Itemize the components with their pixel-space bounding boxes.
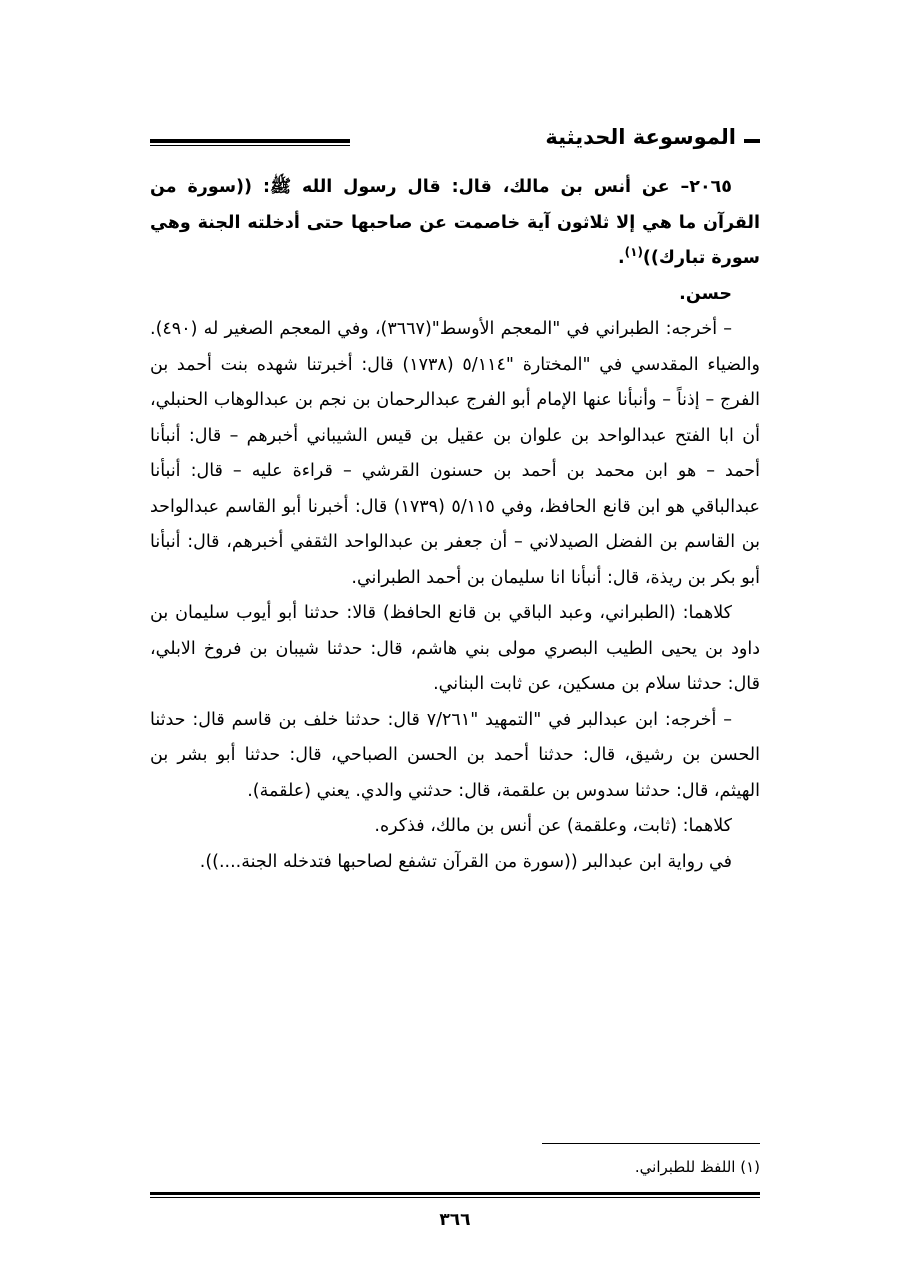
book-page — [150, 0, 760, 1274]
page-number: ٣٦٦ — [439, 1210, 471, 1230]
hadith-body: ٢٠٦٥– عن أنس بن مالك، قال: قال رسول الله ﷺ: ((سورة من القرآن ما هي إلا ثلاثون آية خاصمت عن صاحبها حتى أدخلته الجنة وهي سورة تبارك)) — [150, 177, 760, 268]
footnote: (١) اللفظ للطبراني. — [634, 1158, 760, 1176]
main-text — [150, 170, 760, 880]
hadith-text — [150, 170, 760, 277]
chain-paragraph: كلاهما: (الطبراني، وعبد الباقي بن قانع الحافظ) قالا: حدثنا أبو أيوب سليمان بن داود بن يحيى الطيب البصري مولى بني هاشم، قال: حدثنا شيبان بن فروخ الابلي، قال: حدثنا سلام بن مسكين، عن ثابت البناني. — [150, 603, 760, 694]
chain-paragraph-2: كلاهما: (ثابت، وعلقمة) عن أنس بن مالك، فذكره. — [374, 816, 732, 836]
running-header — [150, 123, 760, 157]
variant-paragraph: في رواية ابن عبدالبر ((سورة من القرآن تشفع لصاحبها فتدخله الجنة....)). — [199, 851, 732, 872]
bottom-rule-thick — [150, 1192, 760, 1195]
hadith-grade: حسن. — [679, 283, 732, 304]
header-rule-left-thin — [150, 145, 350, 146]
header-rule-right — [744, 139, 760, 143]
header-title: الموسوعة الحديثية — [537, 125, 744, 149]
footnote-ref: (١) — [624, 245, 643, 260]
takhrij-paragraph-2: – أخرجه: ابن عبدالبر في "التمهيد "٧/٢٦١ قال: حدثنا خلف بن قاسم قال: حدثنا الحسن بن رشيق، قال: حدثنا أحمد بن الحسن الصباحي، قال: حدثنا أبو بشر بن الهيثم، قال: حدثنا سدوس بن علقمة، قال: حدثني والدي. يعني (علقمة). — [150, 709, 760, 801]
header-rule-left — [150, 139, 350, 143]
footnote-separator — [542, 1143, 760, 1144]
takhrij-paragraph: – أخرجه: الطبراني في "المعجم الأوسط"(٣٦٦٧)، وفي المعجم الصغير له (٤٩٠). والضياء المقدسي في "المختارة "٥/١١٤ (١٧٣٨) قال: أخبرتنا شهده بنت أحمد بن الفرج – إذناً – وأنبأنا عنها الإمام أبو الفرج عبدالرحمان بن نجم بن عبدالوهاب الحنبلي، أن ابا الفتح عبدالواحد بن علوان بن عقيل بن قيس الشيباني أخبرهم – قال: أنبأنا أحمد – هو ابن محمد بن أحمد بن حسنون القرشي – قراءة عليه – قال: أنبأنا عبدالباقي هو ابن قانع الحافظ، وفي ٥/١١٥ (١٧٣٩) قال: أخبرنا أبو القاسم عبدالواحد بن القاسم بن الفضل الصيدلاني – أن جعفر بن عبدالواحد الثقفي أخبرهم، قال: أنبأنا أبو بكر بن ريذة، قال: أنبأنا انا سليمان بن أحمد الطبراني. — [150, 319, 760, 588]
bottom-rule-thin — [150, 1197, 760, 1198]
hadith-end: . — [617, 248, 625, 268]
